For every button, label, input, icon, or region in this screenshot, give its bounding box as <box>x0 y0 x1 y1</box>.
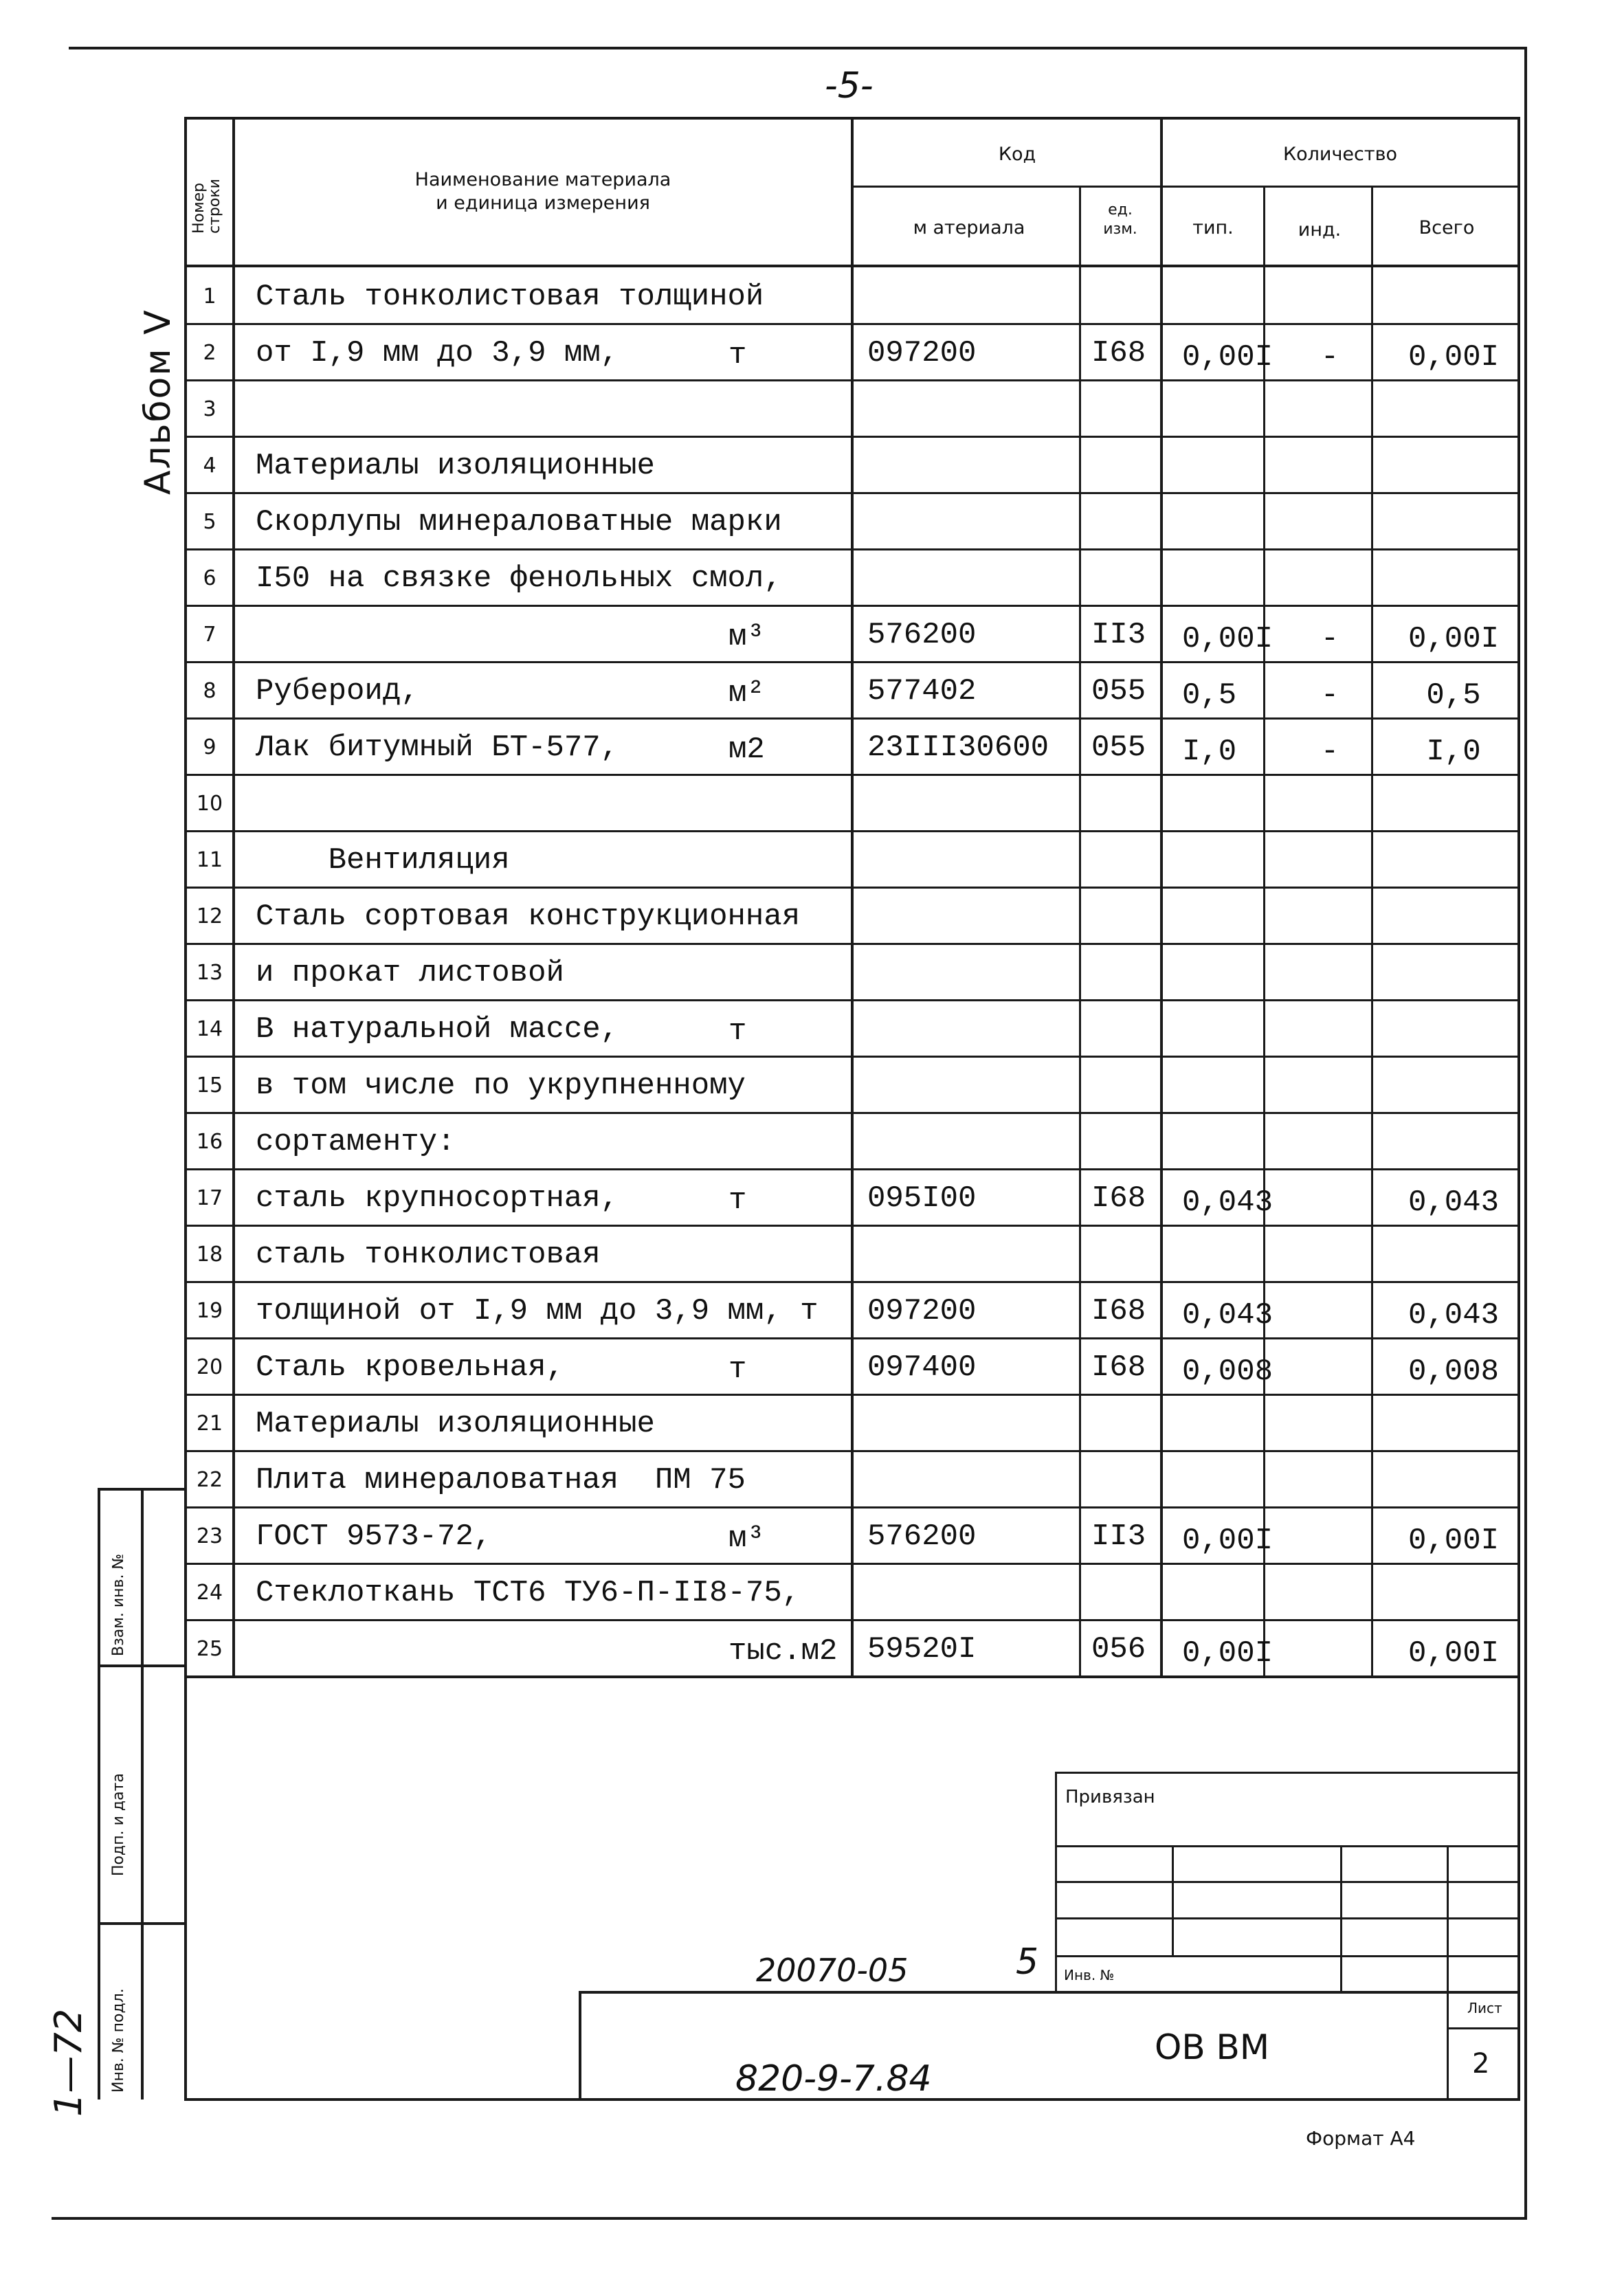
row-code: 23III30600 <box>867 731 1049 765</box>
row-divider <box>184 1563 1520 1565</box>
stamp-inv-no: Инв. № <box>1064 1967 1115 1983</box>
row-number: 9 <box>203 735 216 759</box>
right-border <box>1524 47 1527 2218</box>
stamp-main-top <box>579 1991 1520 1994</box>
row-divider <box>184 323 1520 325</box>
row-ind: - <box>1320 622 1339 656</box>
header-bottom-line <box>184 265 1520 267</box>
row-number: 12 <box>196 904 223 928</box>
row-unit-code: I68 <box>1091 1294 1146 1328</box>
row-ind: - <box>1320 340 1339 375</box>
col-divider-code <box>1079 186 1081 1677</box>
row-code: 577402 <box>867 674 977 709</box>
stamp-mark: ОВ ВМ <box>1155 2027 1269 2067</box>
album-label: Альбом V <box>137 309 179 495</box>
row-unit-mark: м³ <box>728 1522 765 1556</box>
row-unit-code: I68 <box>1091 336 1146 370</box>
row-code: 576200 <box>867 618 977 652</box>
stamp-line1 <box>1055 1845 1520 1847</box>
header-code-unit: ед. изм. <box>1103 201 1137 238</box>
header-typ: тип. <box>1192 217 1234 238</box>
row-typ: 0,00I <box>1182 622 1273 656</box>
stamp-col1 <box>1172 1845 1174 1955</box>
row-unit-code: I68 <box>1091 1350 1146 1385</box>
row-number: 15 <box>196 1073 223 1098</box>
row-name: сортаменту: <box>256 1125 456 1159</box>
row-divider <box>184 605 1520 607</box>
row-number: 19 <box>196 1299 223 1323</box>
row-divider <box>184 548 1520 550</box>
row-divider <box>184 1056 1520 1058</box>
row-unit-mark: т <box>728 1352 747 1387</box>
header-name: Наименование материала и единица измерения <box>414 169 671 214</box>
row-total: 0,5 <box>1426 678 1481 713</box>
row-number: 22 <box>196 1468 223 1492</box>
row-name: В натуральной массе, <box>256 1012 619 1047</box>
row-number: 7 <box>203 623 216 647</box>
row-unit-mark: м³ <box>728 620 765 654</box>
row-typ: 0,043 <box>1182 1298 1273 1333</box>
row-divider <box>184 492 1520 494</box>
stamp-line4 <box>1055 1955 1520 1957</box>
row-total: 0,008 <box>1408 1355 1500 1389</box>
stamp-sheet-code: 820-9-7.84 <box>735 2058 932 2100</box>
row-name: Сталь сортовая конструкционная <box>256 900 801 934</box>
header-total: Всего <box>1419 217 1475 238</box>
row-typ: 0,5 <box>1182 678 1237 713</box>
row-name: Рубероид, <box>256 674 419 709</box>
row-divider <box>184 1112 1520 1114</box>
row-divider <box>184 1619 1520 1621</box>
row-name: в том числе по укрупненному <box>256 1069 746 1103</box>
row-divider <box>184 1281 1520 1283</box>
row-code: 097200 <box>867 336 977 370</box>
row-divider <box>184 1337 1520 1339</box>
row-name: сталь тонколистовая <box>256 1238 601 1272</box>
row-unit-code: 055 <box>1091 674 1146 709</box>
row-divider <box>184 1506 1520 1508</box>
row-total: 0,00I <box>1408 622 1500 656</box>
row-name: ГОСТ 9573-72, <box>256 1519 492 1554</box>
header-quantity: Количество <box>1282 144 1398 165</box>
row-unit-code: II3 <box>1091 1519 1146 1554</box>
row-total: 0,00I <box>1408 1636 1500 1671</box>
col-divider-name <box>851 117 854 1677</box>
row-divider <box>184 887 1520 889</box>
row-code: 097400 <box>867 1350 977 1385</box>
row-name: Лак битумный БТ-577, <box>256 731 619 765</box>
row-name: I50 на связке фенольных смол, <box>256 561 782 596</box>
stamp-col3 <box>1447 1845 1449 2100</box>
row-total: 0,00I <box>1408 340 1500 375</box>
row-number: 24 <box>196 1581 223 1605</box>
col-divider-rownum <box>232 117 235 1677</box>
row-typ: 0,008 <box>1182 1355 1273 1389</box>
row-number: 25 <box>196 1637 223 1661</box>
row-divider <box>184 774 1520 776</box>
row-divider <box>184 999 1520 1001</box>
row-divider <box>184 436 1520 438</box>
row-name: Стеклоткань ТСТ6 ТУ6-П-II8-75, <box>256 1576 801 1610</box>
row-ind: - <box>1320 678 1339 713</box>
row-divider <box>184 379 1520 381</box>
stamp-privyazan: Привязан <box>1065 1787 1155 1807</box>
row-number: 18 <box>196 1243 223 1267</box>
col-divider-typ <box>1263 186 1265 1677</box>
stamp-doc-code: 20070-05 <box>756 1952 909 1989</box>
table-top-line <box>184 117 1520 120</box>
row-unit-mark: м2 <box>728 733 765 767</box>
row-typ: 0,00I <box>1182 1524 1273 1558</box>
row-code: 59520I <box>867 1632 977 1667</box>
side-stamp-line1 <box>98 1664 187 1667</box>
top-border <box>69 47 1526 49</box>
row-divider <box>184 943 1520 945</box>
row-unit-code: II3 <box>1091 618 1146 652</box>
row-divider <box>184 1168 1520 1170</box>
stamp-list-label: Лист <box>1467 2000 1502 2016</box>
row-number: 11 <box>196 848 223 872</box>
stamp-top <box>1055 1772 1520 1774</box>
row-unit-mark: тыс.м2 <box>728 1634 838 1669</box>
side-stamp-left <box>98 1488 100 2100</box>
stamp-sheet-hand: 5 <box>1016 1941 1039 1983</box>
row-name: Сталь кровельная, <box>256 1350 564 1385</box>
row-typ: 0,043 <box>1182 1185 1273 1220</box>
row-name: и прокат листовой <box>256 956 564 990</box>
row-number: 1 <box>203 285 216 309</box>
row-number: 16 <box>196 1130 223 1154</box>
header-row-no: Номер строки <box>190 179 224 234</box>
side-vzam-inv: Взам. инв. № <box>110 1553 127 1656</box>
row-number: 8 <box>203 679 216 703</box>
stamp-list-num: 2 <box>1472 2048 1490 2080</box>
row-number: 14 <box>196 1017 223 1041</box>
row-unit-mark: м² <box>728 676 765 711</box>
page-id: 1—72 <box>47 2008 90 2117</box>
row-name: Плита минераловатная ПМ 75 <box>256 1463 746 1497</box>
row-total: I,0 <box>1426 735 1481 769</box>
row-typ: I,0 <box>1182 735 1237 769</box>
row-divider <box>184 1225 1520 1227</box>
row-unit-mark: т <box>728 1014 747 1049</box>
row-unit-mark: т <box>728 338 747 372</box>
row-unit-code: 056 <box>1091 1632 1146 1667</box>
row-name: от I,9 мм до 3,9 мм, <box>256 336 619 370</box>
row-code: 095I00 <box>867 1181 977 1216</box>
side-stamp-mid <box>141 1488 144 2100</box>
row-number: 17 <box>196 1186 223 1210</box>
side-stamp-top <box>98 1488 187 1491</box>
format-label: Формат А4 <box>1306 2127 1416 2150</box>
row-name: Материалы изоляционные <box>256 1407 655 1441</box>
side-inv-podl: Инв. № подл. <box>110 1988 127 2093</box>
row-unit-mark: т <box>728 1183 747 1218</box>
header-code: Код <box>998 144 1036 165</box>
table-bottom-line <box>184 1675 1520 1678</box>
row-name: Вентиляция <box>256 843 510 878</box>
row-number: 4 <box>203 454 216 478</box>
row-number: 2 <box>203 341 216 365</box>
stamp-line3 <box>1055 1917 1520 1919</box>
bottom-border <box>52 2217 1527 2220</box>
row-typ: 0,00I <box>1182 1636 1273 1671</box>
side-podp-data: Подп. и дата <box>110 1773 127 1876</box>
row-number: 13 <box>196 961 223 985</box>
table-right-border <box>1517 117 1520 2100</box>
row-divider <box>184 717 1520 720</box>
row-ind: - <box>1320 735 1339 769</box>
stamp-col2 <box>1340 1845 1342 1993</box>
row-number: 20 <box>196 1355 223 1379</box>
stamp-list-divider <box>1447 2027 1520 2029</box>
row-code: 576200 <box>867 1519 977 1554</box>
header-mid-line <box>851 186 1520 188</box>
col-divider-ind <box>1371 186 1373 1677</box>
row-divider <box>184 1450 1520 1452</box>
row-name: сталь крупносортная, <box>256 1181 619 1216</box>
row-name: Сталь тонколистовая толщиной <box>256 280 764 314</box>
row-typ: 0,00I <box>1182 340 1273 375</box>
row-total: 0,043 <box>1408 1298 1500 1333</box>
row-number: 21 <box>196 1412 223 1436</box>
row-number: 10 <box>196 792 223 816</box>
row-total: 0,043 <box>1408 1185 1500 1220</box>
row-divider <box>184 1394 1520 1396</box>
row-number: 6 <box>203 566 216 590</box>
col-divider-unit <box>1160 117 1163 1677</box>
row-number: 3 <box>203 397 216 421</box>
row-divider <box>184 661 1520 663</box>
row-divider <box>184 830 1520 832</box>
page-number: -5- <box>825 65 874 107</box>
row-name: толщиной от I,9 мм до 3,9 мм, т <box>256 1294 819 1328</box>
row-number: 5 <box>203 510 216 534</box>
row-name: Материалы изоляционные <box>256 449 655 483</box>
row-code: 097200 <box>867 1294 977 1328</box>
row-number: 23 <box>196 1524 223 1548</box>
row-name: Скорлупы минераловатные марки <box>256 505 782 539</box>
stamp-main-left <box>579 1991 581 2100</box>
stamp-line2 <box>1055 1881 1520 1883</box>
row-total: 0,00I <box>1408 1524 1500 1558</box>
row-unit-code: 055 <box>1091 731 1146 765</box>
side-stamp-line2 <box>98 1922 187 1925</box>
header-code-material: м атериала <box>913 217 1025 238</box>
row-unit-code: I68 <box>1091 1181 1146 1216</box>
header-ind: инд. <box>1298 219 1342 241</box>
